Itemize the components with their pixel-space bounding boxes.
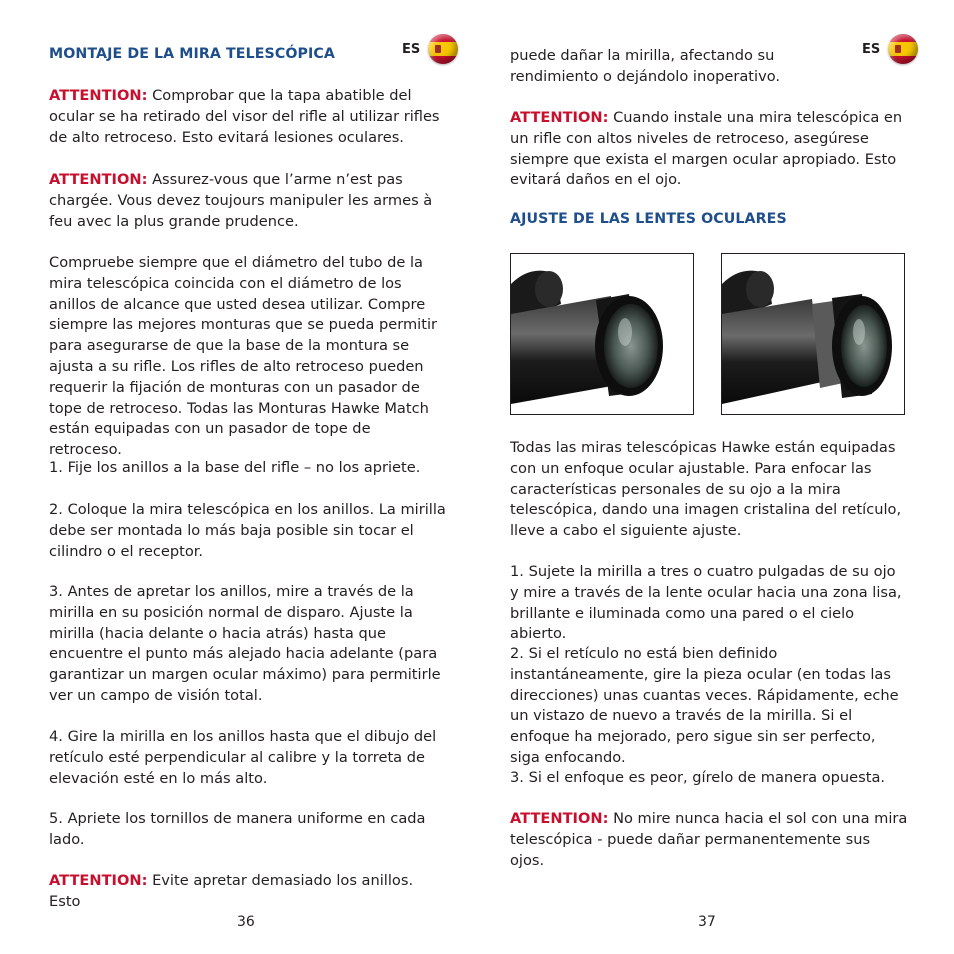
photo-eyepiece-extended <box>721 253 905 415</box>
section-heading-mounting: MONTAJE DE LA MIRA TELESCÓPICA <box>49 46 335 62</box>
paragraph-ocular-focus: Todas las miras telescópicas Hawke están equipadas con un enfoque ocular ajustable. Para enfocar las características personales de su ojo a la mira telescópica, dando una imagen cristalina del retículo, lleve a cabo el siguiente ajuste. <box>510 439 902 540</box>
spain-flag-icon <box>428 34 458 64</box>
attention-overtighten <box>49 871 447 913</box>
step-5-tighten-screws: 5. Apriete los tornillos de manera uniforme en cada lado. <box>49 810 426 848</box>
section-heading-ocular-adjust: AJUSTE DE LAS LENTES OCULARES <box>510 211 787 227</box>
step-4-rotate-scope: 4. Gire la mirilla en los anillos hasta que el dibujo del retículo esté perpendicular al calibre y la torreta de elevación esté en lo más alto. <box>49 728 437 787</box>
attention-high-recoil <box>510 108 908 191</box>
scope-eyepiece-photo <box>511 254 693 414</box>
scope-eyepiece-photo <box>722 254 904 414</box>
language-code: ES <box>862 41 881 57</box>
step-1-fix-rings: 1. Fije los anillos a la base del rifle – no los apriete. <box>49 459 421 476</box>
attention-text: No mire nunca hacia el sol con una mira telescópica - puede dañar permanentemente sus ojos. <box>510 810 908 869</box>
page-number-right: 37 <box>698 914 716 930</box>
language-badge-right <box>862 34 918 64</box>
step-2-place-scope: 2. Coloque la mira telescópica en los anillos. La mirilla debe ser montada lo más baja posible sin tocar el cilindro o el receptor. <box>49 501 446 560</box>
focus-step-1: 1. Sujete la mirilla a tres o cuatro pulgadas de su ojo y mire a través de la lente ocular hacia una zona lisa, brillante e iluminada como una pared o el cielo abierto. <box>510 563 902 643</box>
attention-sun <box>510 809 908 871</box>
focus-step-2: 2. Si el retículo no está bien definido instantáneamente, gire la pieza ocular (en todas las direcciones) unas cuantas veces. Rápidamente, eche un vistazo de nuevo a través de la mirilla. Si el enfoque ha mejorado, pero sigue sin ser perfecto, siga enfocando. <box>510 645 899 766</box>
step-3-eye-relief: 3. Antes de apretar los anillos, mire a través de la mirilla en su posición normal de disparo. Ajuste la mirilla (hacia delante o hacia atrás) hasta que encuentre el punto más alejado hacia adelante (para garantizar un margen ocular máximo) para permitirle ver un campo de visión total. <box>49 583 441 704</box>
attention-text: Assurez-vous que l’arme n’est pas chargée. Vous devez toujours manipuler les armes à feu avec la plus grande prudence. <box>49 171 433 230</box>
attention-label: ATTENTION: <box>510 109 609 126</box>
attention-text: Evite apretar demasiado los anillos. Esto <box>49 872 414 910</box>
page-number-left: 36 <box>237 914 255 930</box>
attention-label: ATTENTION: <box>49 87 148 104</box>
attention-label: ATTENTION: <box>49 171 148 188</box>
attention-firearm-loaded <box>49 170 447 232</box>
spain-flag-icon <box>888 34 918 64</box>
attention-text: Cuando instale una mira telescópica en un rifle con altos niveles de retroceso, asegúrese siempre que exista el margen ocular apropiado. Esto evitará daños en el ojo. <box>510 109 903 189</box>
language-code: ES <box>402 41 421 57</box>
attention-label: ATTENTION: <box>49 872 148 889</box>
paragraph-tube-diameter: Compruebe siempre que el diámetro del tubo de la mira telescópica coincida con el diámetro de los anillos de alcance que usted desea utilizar. Compre siempre las mejores monturas que se pueda permitir para asegurarse de que la base de la montura se ajusta a su rifle. Los rifles de alto retroceso pueden requerir la fijación de monturas con un pasador de tope de retroceso. Todas las Monturas Hawke Match están equipadas con un pasador de tope de retroceso. <box>49 254 438 459</box>
photo-eyepiece-retracted <box>510 253 694 415</box>
continued-text: puede dañar la mirilla, afectando su rendimiento o dejándolo inoperativo. <box>510 47 781 85</box>
language-badge-left <box>402 34 458 64</box>
focus-step-3: 3. Si el enfoque es peor, gírelo de manera opuesta. <box>510 769 886 786</box>
attention-text: Comprobar que la tapa abatible del ocular se ha retirado del visor del rifle al utilizar rifles de alto retroceso. Esto evitará lesiones oculares. <box>49 87 440 146</box>
attention-label: ATTENTION: <box>510 810 609 827</box>
attention-eyepiece-cap <box>49 86 447 148</box>
